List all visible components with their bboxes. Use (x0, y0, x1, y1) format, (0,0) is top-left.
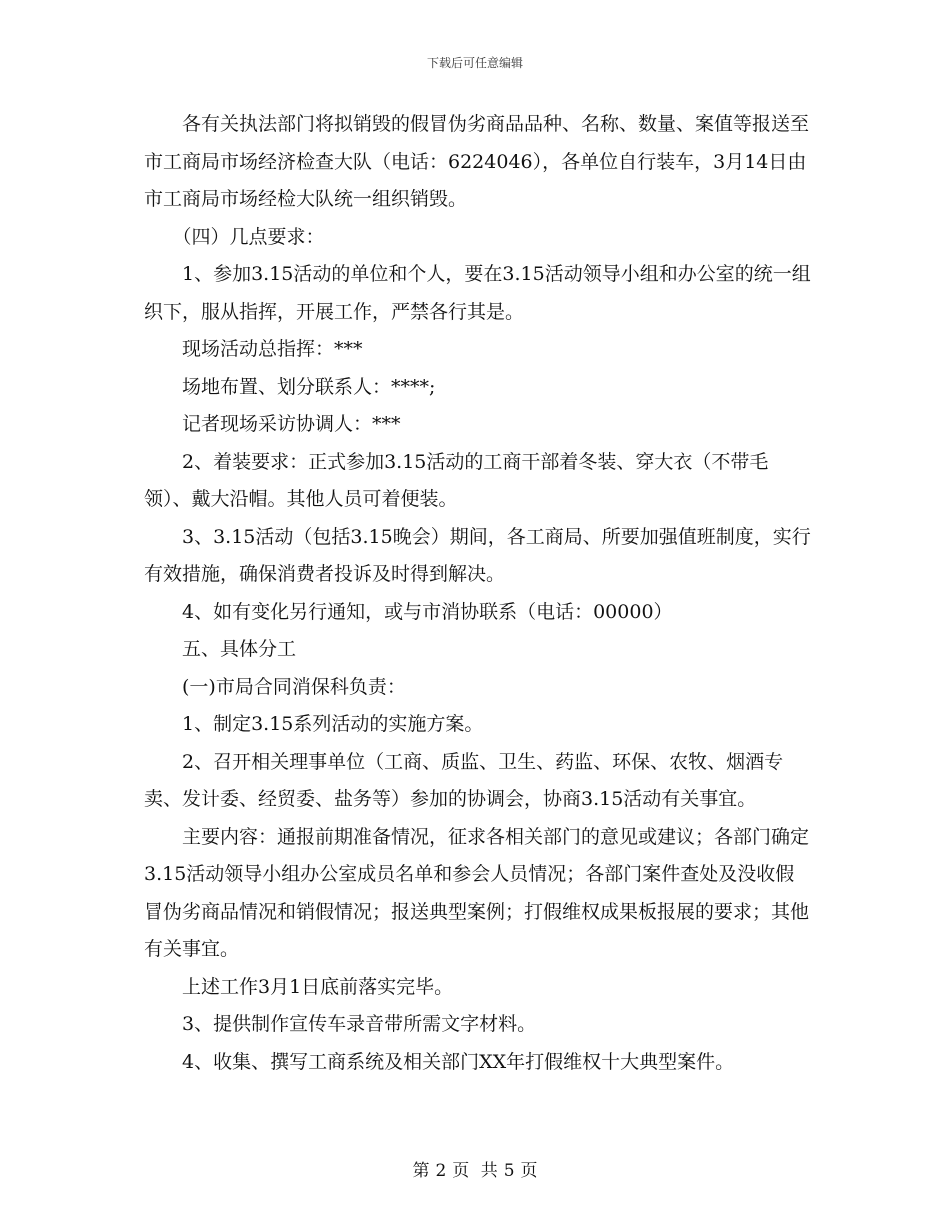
document-body (144, 106, 812, 1081)
paragraph-press-coordinator: 记者现场采访协调人：*** (182, 413, 401, 435)
paragraph-requirement-1: 1、参加3.15活动的单位和个人，要在3.15活动领导小组和办公室的统一组织下，服从指挥，开展工作，严禁各行其是。 (144, 263, 811, 323)
footer-page-unit: 页 (452, 1161, 470, 1181)
paragraph-site-contact: 场地布置、划分联系人：****; (182, 375, 436, 398)
footer-total-prefix: 共 (480, 1161, 498, 1181)
page-header: 下载后可任意编辑 (426, 56, 523, 70)
section-requirements-heading: （四）几点要求： (172, 225, 325, 248)
paragraph-duty-system: 3、3.15活动（包括3.15晚会）期间，各工商局、所要加强值班制度，实行有效措施，确保消费者投诉及时得到解决。 (144, 525, 811, 585)
paragraph-task-1: 1、制定3.15系列活动的实施方案。 (182, 713, 484, 735)
paragraph-main-content: 主要内容：通报前期准备情况，征求各相关部门的意见或建议；各部门确定3.15活动领导小组办公室成员名单和参会人员情况；各部门案件查处及没收假冒伪劣商品情况和销假情况；报送典型案例；打假维权成果板报展的要求；其他有关事宜。 (144, 825, 810, 960)
paragraph-destruction-procedure: 各有关执法部门将拟销毁的假冒伪劣商品品种、名称、数量、案值等报送至市工商局市场经济检查大队（电话：6224046），各单位自行装车，3月14日由市工商局市场经检大队统一组织销毁。 (144, 113, 810, 210)
paragraph-changes-notice: 4、如有变化另行通知，或与市消协联系（电话：00000） (182, 600, 673, 623)
subsection-contract-dept-heading: (一)市局合同消保科负责： (182, 675, 406, 698)
footer-total-unit: 页 (520, 1161, 538, 1181)
paragraph-task-3: 3、提供制作宣传车录音带所需文字材料。 (182, 1013, 537, 1035)
footer-prefix: 第 (412, 1161, 430, 1181)
paragraph-deadline: 上述工作3月1日底前落实完毕。 (182, 975, 454, 998)
paragraph-task-4: 4、收集、撰写工商系统及相关部门XX年打假维权十大典型案件。 (182, 1050, 735, 1073)
paragraph-commander: 现场活动总指挥：*** (182, 338, 363, 360)
paragraph-task-2: 2、召开相关理事单位（工商、质监、卫生、药监、环保、农牧、烟酒专卖、发计委、经贸委、盐务等）参加的协调会，协商3.15活动有关事宜。 (144, 750, 784, 810)
footer-total-pages: 5 (503, 1161, 515, 1181)
section-division-heading: 五、具体分工 (182, 638, 297, 660)
page-footer (0, 1156, 950, 1181)
paragraph-dress-code: 2、着装要求：正式参加3.15活动的工商干部着冬装、穿大衣（不带毛领）、戴大沿帽。其他人员可着便装。 (144, 450, 769, 510)
footer-page-number: 2 (435, 1161, 447, 1181)
